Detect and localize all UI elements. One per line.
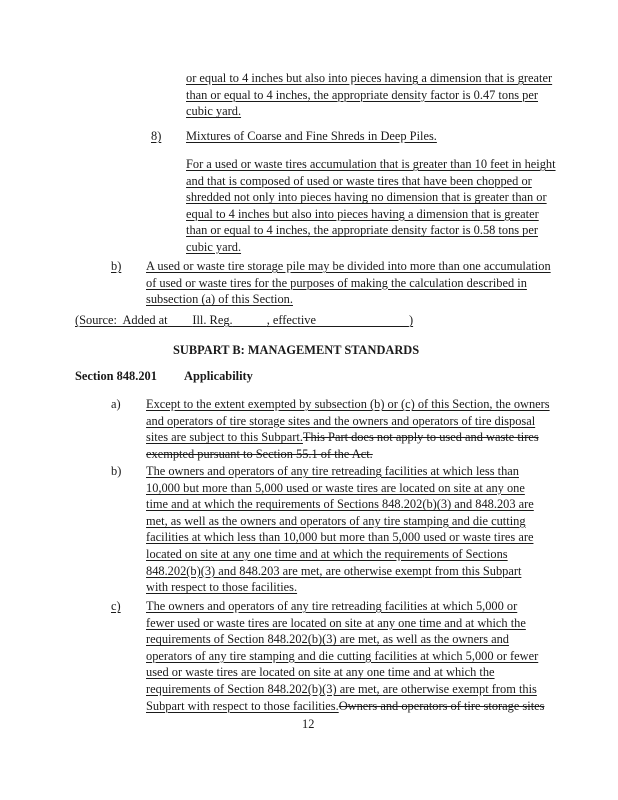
source-ill-reg: Ill. Reg.	[192, 313, 233, 327]
text-line: requirements of Section 848.202(b)(3) are met, as well as the owners and	[146, 632, 510, 647]
text-line: cubic yard.	[186, 239, 242, 254]
text-line: facilities at which less than 10,000 but more than 5,000 used or waste tires are	[146, 530, 534, 545]
text-line: The owners and operators of any tire retreading facilities at which less than	[146, 464, 519, 478]
text-line-underlined: sites are subject to this Subpart.	[146, 430, 303, 445]
source-note	[75, 312, 413, 329]
sec-a-body	[146, 396, 550, 462]
text-line: shredded not only into pieces having no dimension that is greater than or	[186, 190, 547, 205]
text-line-underlined: Subpart with respect to those facilities.	[146, 698, 339, 713]
section-number: Section 848.201	[75, 369, 157, 383]
text-line-struck: exempted pursuant to Section 55.1 of the Act.	[146, 446, 373, 461]
sec-b-body	[146, 463, 534, 596]
text-line: than or equal to 4 inches, the appropriate density factor is 0.58 tons per	[186, 223, 539, 238]
text-line: with respect to those facilities.	[146, 580, 298, 595]
text-line: than or equal to 4 inches, the appropriate density factor is 0.47 tons per	[186, 87, 539, 102]
text-line: A used or waste tire storage pile may be divided into more than one accumulation	[146, 259, 551, 273]
subpart-heading: SUBPART B: MANAGEMENT STANDARDS	[173, 343, 420, 357]
item-8-heading: Mixtures of Coarse and Fine Shreds in Deep Piles.	[186, 129, 437, 143]
text-line: The owners and operators of any tire retreading facilities at which 5,000 or	[146, 599, 518, 613]
sec-c-label: c)	[111, 599, 121, 613]
item-b-body	[146, 258, 551, 308]
text-line: requirements of Section 848.202(b)(3) are met, are otherwise exempt from this	[146, 681, 537, 696]
text-line: or equal to 4 inches but also into pieces having a dimension that is greater	[186, 71, 553, 85]
sec-a-label: a)	[111, 397, 121, 411]
text-line: and that is composed of used or waste tires that have been chopped or	[186, 173, 532, 188]
text-line: and operators of tire storage sites and the owners and operators of tire disposal	[146, 413, 536, 428]
text-line: subsection (a) of this Section.	[146, 292, 293, 307]
source-close: )	[408, 313, 414, 327]
item-b-label: b)	[111, 259, 122, 273]
section-title: Applicability	[184, 369, 253, 383]
text-line: met, as well as the owners and operators of any tire stamping and die cutting	[146, 513, 526, 528]
text-line: operators of any tire stamping and die cutting facilities at which 5,000 or fewer	[146, 648, 539, 663]
item-7-tail	[186, 70, 552, 120]
text-line: of used or waste tires for the purposes of making the calculation described in	[146, 275, 527, 290]
text-line-struck: This Part does not apply to used and waste tires	[302, 430, 539, 445]
text-line: Except to the extent exempted by subsection (b) or (c) of this Section, the owners	[146, 397, 550, 411]
source-prefix: (Source: Added at	[75, 313, 168, 327]
source-effective: , effective	[266, 313, 316, 327]
item-8-number: 8)	[151, 129, 162, 143]
page-number: 12	[302, 717, 315, 731]
text-line: cubic yard.	[186, 104, 242, 119]
sec-c-body	[146, 598, 544, 714]
text-line-struck: Owners and operators of tire storage sites	[338, 698, 545, 713]
text-line: fewer used or waste tires are located on site at any one time and at which the	[146, 615, 526, 630]
text-line: equal to 4 inches but also into pieces having a dimension that is greater	[186, 206, 539, 221]
sec-b-label: b)	[111, 464, 122, 478]
text-line: 10,000 but more than 5,000 used or waste tires are located on site at any one	[146, 480, 525, 495]
text-line: 848.202(b)(3) and 848.203 are met, are otherwise exempt from this Subpart	[146, 563, 522, 578]
text-line: For a used or waste tires accumulation that is greater than 10 feet in height	[186, 157, 556, 171]
item-8-body	[186, 156, 556, 256]
text-line: located on site at any one time and at which the requirements of Sections	[146, 546, 508, 561]
text-line: time and at which the requirements of Sections 848.202(b)(3) and 848.203 are	[146, 497, 534, 512]
text-line: used or waste tires are located on site at any one time and at which the	[146, 665, 495, 680]
